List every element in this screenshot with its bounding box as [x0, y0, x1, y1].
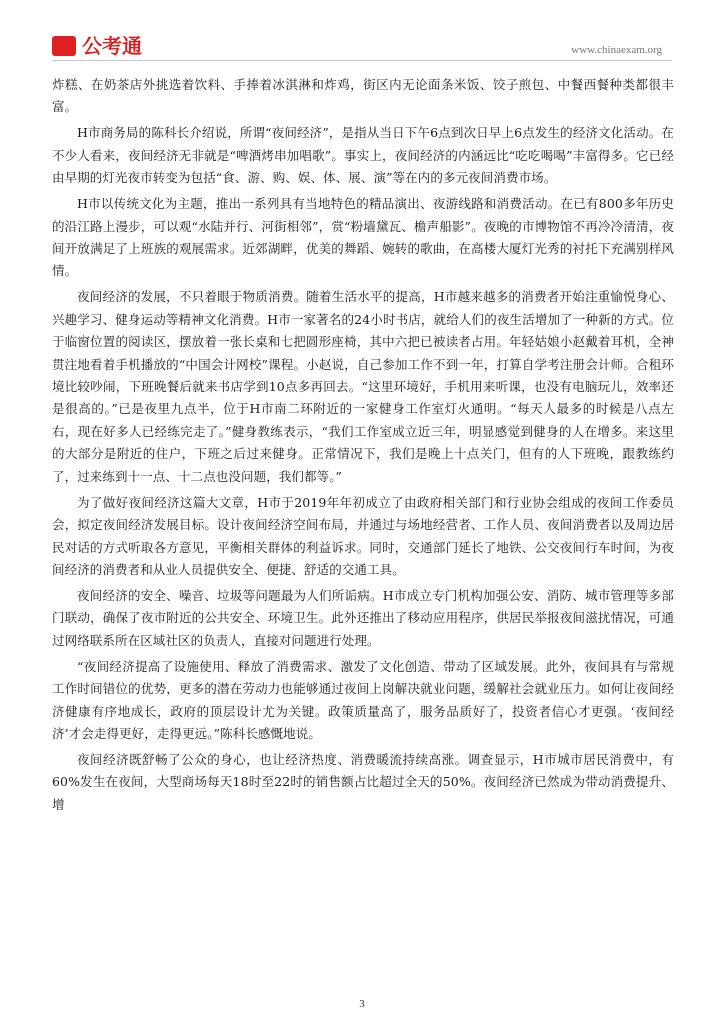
paragraph-5: 为了做好夜间经济这篇大文章，H市于2019年年初成立了由政府相关部门和行业协会组成的夜间工作委员会，拟定夜间经济发展目标。设计夜间经济空间布局，并通过与场地经营者、工作人员、夜间消费者以及周边居民对话的方式听取各方意见，平衡相关群体的利益诉求。同时，交通部门延长了地铁、公交夜间行车时间，为夜间经济的消费者和从业人员提供安全、便捷、舒适的交通工具。 — [52, 494, 674, 577]
paragraph-1: 炸糕、在奶茶店外挑选着饮料、手捧着冰淇淋和炸鸡，街区内无论面条米饭、饺子煎包、中餐西餐种类都很丰富。 — [52, 77, 674, 115]
paragraph-4: 夜间经济的发展，不只着眼于物质消费。随着生活水平的提高，H市越来越多的消费者开始注重愉悦身心、兴趣学习、健身运动等精神文化消费。H市一家著名的24小时书店，就给人们的夜生活增加了一种新的方式。位于临窗位置的阅读区，摆放着一张长桌和七把圆形座椅，其中六把已被读者占用。年轻姑娘小赵戴着耳机，全神贯注地看着手机播放的“中国会计网校”课程。小赵说，自己参加工作不到一年，打算自学考注册会计师。合租环境比较吵闹，下班晚餐后就来书店学到10点多再回去。“这里环境好，手机用来听课，也没有电脑玩儿，效率还是很高的。”已是夜里九点半，位于H市南二环附近的一家健身工作室灯火通明。“每天人最多的时候是八点左右，现在好多人已经练完走了。”健身教练表示，“我们工作室成立近三年，明显感觉到健身的人在增多。来这里的大部分是附近的住户，下班之后过来健身。正常情况下，我们是晚上十点关门，但有的人下班晚，跟教练约了，过来练到十一点、十二点也没问题，我们都等。” — [52, 289, 674, 484]
paragraph-3: H市以传统文化为主题，推出一系列具有当地特色的精品演出、夜游线路和消费活动。在已有800多年历史的沿江路上漫步，可以观“水陆并行、河街相邻”，赏“粉墙黛瓦、檐声船影”。夜晚的市博物馆不再冷冷清清，夜间开放满足了上班族的观展需求。近郊湖畔，优美的舞蹈、婉转的歌曲，在高楼大厦灯光秀的衬托下充满别样风情。 — [52, 196, 674, 279]
paragraph-6: 夜间经济的安全、噪音、垃圾等问题最为人们所诟病。H市成立专门机构加强公安、消防、城市管理等多部门联动，确保了夜市附近的公共安全、环境卫生。此外还推出了移动应用程序，供居民举报夜间滋扰情况，可通过网络联系所在区域社区的负责人，直接对问题进行处理。 — [52, 587, 674, 648]
body-text — [52, 74, 674, 820]
logo-text: 公考通 — [82, 34, 142, 58]
paragraph-7: “夜间经济提高了设施使用、释放了消费需求、激发了文化创造、带动了区域发展。此外，夜间具有与常规工作时间错位的优势，更多的潜在劳动力也能够通过夜间上岗解决就业问题，缓解社会就业压力。如何让夜间经济健康有序地成长，政府的顶层设计尤为关键。政策质量高了，服务品质好了，投资者信心才更强。‘夜间经济’才会走得更好，走得更远。”陈科长感慨地说。 — [52, 658, 674, 741]
paragraph-8: 夜间经济既舒畅了公众的身心，也让经济热度、消费暖流持续高涨。调查显示，H市城市居民消费中，有60%发生在夜间，大型商场每天18时至22时的销售额占比超过全天的50%。夜间经济已然成为带动消费提升、增 — [52, 751, 674, 812]
site-url: www.chinaexam.org — [571, 44, 662, 56]
header-divider — [52, 60, 672, 61]
page-number: 3 — [359, 998, 365, 1010]
logo-badge-icon — [52, 36, 76, 56]
paragraph-2: H市商务局的陈科长介绍说，所谓“夜间经济”，是指从当日下午6点到次日早上6点发生的经济文化活动。在不少人看来，夜间经济无非就是“啤酒烤串加唱歌”。事实上，夜间经济的内涵远比“吃吃喝喝”丰富得多。它已经由早期的灯光夜市转变为包括“食、游、购、娱、体、展、演”等在内的多元夜间消费市场。 — [52, 125, 674, 186]
page-header — [52, 36, 672, 60]
